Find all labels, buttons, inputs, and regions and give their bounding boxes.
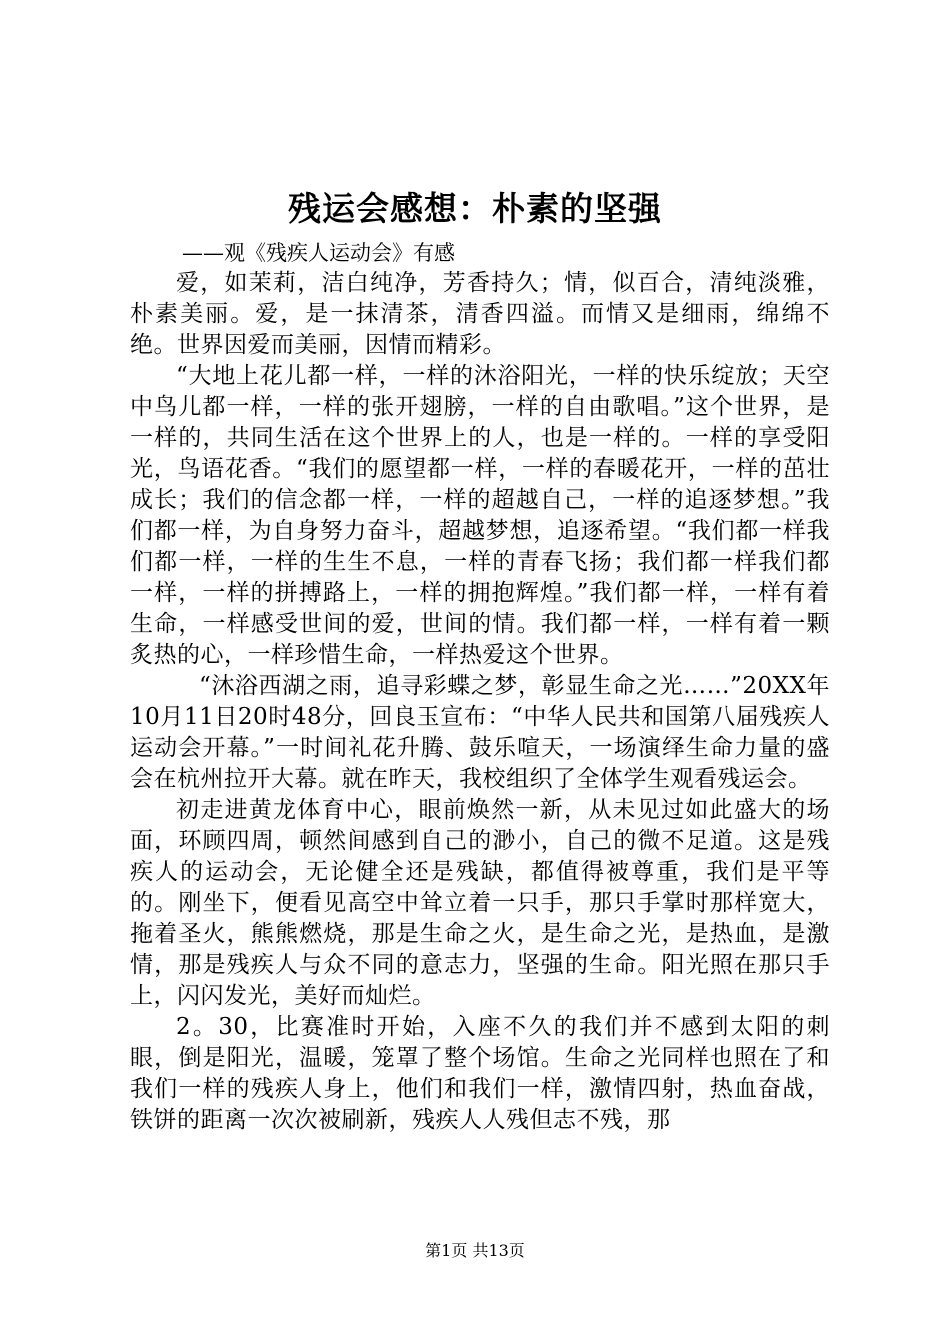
paragraph: “沐浴西湖之雨，追寻彩蝶之梦，彰显生命之光……”20XX年10月11日20时48分，回良玉宣布：“中华人民共和国第八届残疾人运动会开幕。”一时间礼花升腾、鼓乐喧天，一场演绎生命力量的盛会在杭州拉开大幕。就在昨天，我校组织了全体学生观看残运会。 xyxy=(130,673,830,792)
paragraph: 初走进黄龙体育中心，眼前焕然一新，从未见过如此盛大的场面，环顾四周，顿然间感到自己的渺小，自己的微不足道。这是残疾人的运动会，无论健全还是残缺，都值得被尊重，我们是平等的。刚坐下，便看见高空中耸立着一只手，那只手掌时那样宽大，拖着圣火，熊熊燃烧，那是生命之火，是生命之光，是热血，是激情，那是残疾人与众不同的意志力，坚强的生命。阳光照在那只手上，闪闪发光，美好而灿烂。 xyxy=(130,797,830,1009)
page-subtitle: ——观《残疾人运动会》有感 xyxy=(182,241,455,265)
page-number-footer: 第1页 共13页 xyxy=(425,1241,525,1260)
paragraph: 爱，如茉莉，洁白纯净，芳香持久；情，似百合，清纯淡雅，朴素美丽。爱，是一抹清茶，清香四溢。而情又是细雨，绵绵不绝。世界因爱而美丽，因情而精彩。 xyxy=(130,270,830,358)
page-title: 残运会感想：朴素的坚强 xyxy=(288,189,662,228)
article-body xyxy=(130,268,830,1136)
paragraph: “大地上花儿都一样，一样的沐浴阳光，一样的快乐绽放；天空中鸟儿都一样，一样的张开翅膀，一样的自由歌唱。”这个世界，是一样的，共同生活在这个世界上的人，也是一样的。一样的享受阳光，鸟语花香。“我们的愿望都一样，一样的春暖花开，一样的茁壮成长；我们的信念都一样，一样的超越自己，一样的追逐梦想。”我们都一样，为自身努力奋斗，超越梦想，追逐希望。“我们都一样我们都一样，一样的生生不息，一样的青春飞扬；我们都一样我们都一样，一样的拼搏路上，一样的拥抱辉煌。”我们都一样，一样有着生命，一样感受世间的爱，世间的情。我们都一样，一样有着一颗炙热的心，一样珍惜生命，一样热爱这个世界。 xyxy=(130,363,830,668)
paragraph: 2。30，比赛准时开始，入座不久的我们并不感到太阳的刺眼，倒是阳光，温暖，笼罩了整个场馆。生命之光同样也照在了和我们一样的残疾人身上，他们和我们一样，激情四射，热血奋战，铁饼的距离一次次被刷新，残疾人人残但志不残，那 xyxy=(130,1014,830,1133)
